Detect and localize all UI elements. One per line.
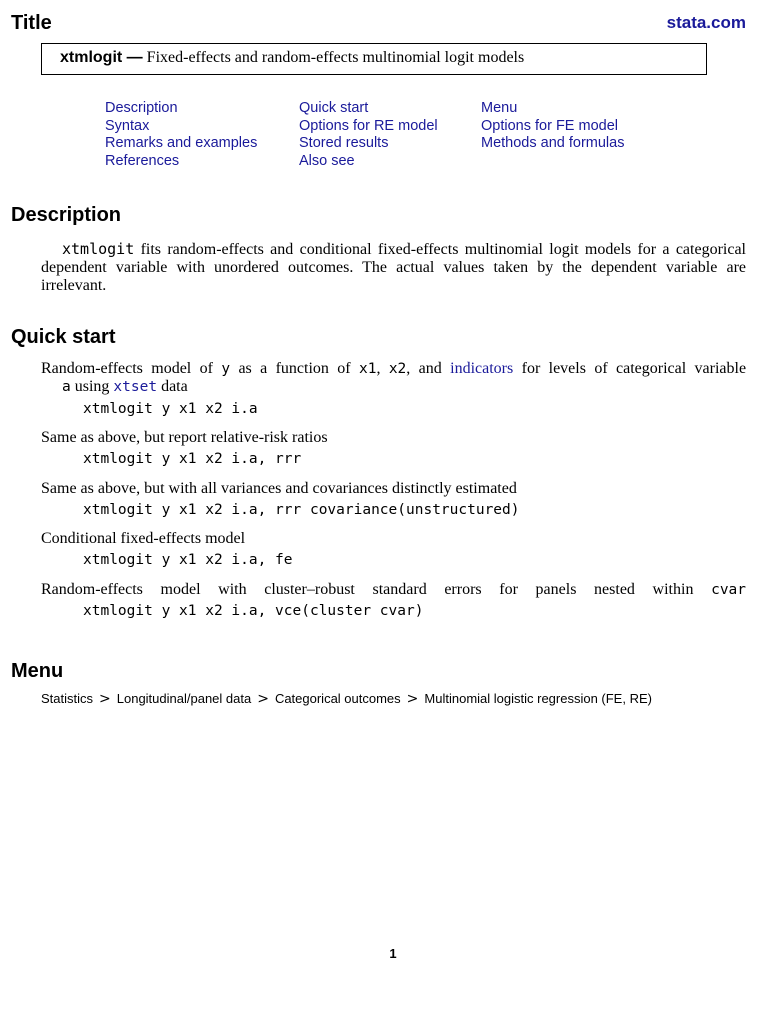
toc-link-options-fe[interactable]: Options for FE model	[481, 117, 618, 134]
menu-path-item: Multinomial logistic regression (FE, RE)	[424, 691, 652, 706]
xtset-link[interactable]: xtset	[113, 379, 158, 395]
qs-item-5-desc	[41, 581, 746, 599]
qs1-t6: using	[74, 378, 110, 395]
description-line-3: irrelevant.	[41, 277, 107, 294]
page-number: 1	[389, 946, 397, 961]
qs1-var-y: y	[221, 361, 231, 377]
stata-com-link[interactable]: stata.com	[666, 13, 746, 32]
toc-column-2	[299, 100, 438, 171]
chevron-right-icon: >	[257, 691, 269, 707]
qs-item-3-cmd: xtmlogit y x1 x2 i.a, rrr covariance(unstructured)	[83, 502, 520, 518]
description-cmd: xtmlogit	[62, 240, 135, 258]
description-heading: Description	[11, 204, 122, 226]
toc-column-3	[481, 100, 624, 153]
chevron-right-icon: >	[99, 691, 111, 707]
qs5-text: Random-effects model with cluster–robust standard errors for panels nested within	[41, 581, 694, 598]
quick-start-heading: Quick start	[11, 326, 116, 348]
qs1-t1: Random-effects model of	[41, 360, 213, 377]
qs1-t7: data	[161, 378, 188, 395]
description-paragraph	[41, 240, 746, 295]
toc-link-remarks[interactable]: Remarks and examples	[105, 135, 258, 152]
qs5-var-cvar: cvar	[711, 582, 747, 598]
toc-link-references[interactable]: References	[105, 153, 180, 170]
command-description: Fixed-effects and random-effects multinomial logit models	[146, 49, 525, 66]
command-name: xtmlogit —	[60, 49, 143, 66]
qs-item-1-desc	[41, 360, 746, 396]
menu-heading: Menu	[11, 660, 64, 682]
description-text-1: fits random-effects and conditional fixed-effects multinomial logit models for a categorical	[140, 241, 747, 258]
description-line-1	[41, 240, 746, 259]
toc-link-also-see[interactable]: Also see	[299, 153, 355, 170]
toc-column-1	[105, 100, 257, 171]
qs1-var-x2: x2	[388, 361, 407, 377]
qs-item-5-cmd: xtmlogit y x1 x2 i.a, vce(cluster cvar)	[83, 603, 424, 619]
qs1-t3: ,	[376, 360, 381, 377]
qs-item-2-cmd: xtmlogit y x1 x2 i.a, rrr	[83, 451, 302, 467]
menu-path-item: Statistics	[41, 691, 94, 706]
qs1-t4: , and	[406, 360, 442, 377]
title-box	[41, 43, 707, 75]
toc-link-methods[interactable]: Methods and formulas	[481, 135, 625, 152]
menu-path-item: Longitudinal/panel data	[116, 691, 252, 706]
toc-link-quick-start[interactable]: Quick start	[299, 100, 369, 116]
qs1-t2: as a function of	[238, 360, 351, 377]
indicators-link[interactable]: indicators	[450, 360, 514, 377]
qs1-t5: for levels of categorical variable	[521, 360, 747, 377]
toc-link-menu[interactable]: Menu	[481, 100, 518, 116]
qs-item-3-desc: Same as above, but with all variances and covariances distinctly estimated	[41, 480, 517, 497]
description-line-2: dependent variable with unordered outcomes. The actual values taken by the dependent variable are	[41, 259, 746, 276]
qs-item-1-line-2	[41, 378, 746, 396]
qs-item-1-cmd: xtmlogit y x1 x2 i.a	[83, 401, 258, 417]
qs-item-4-cmd: xtmlogit y x1 x2 i.a, fe	[83, 552, 293, 568]
menu-path	[41, 691, 652, 707]
qs-item-1-line-1	[41, 360, 746, 378]
qs-item-4-desc: Conditional fixed-effects model	[41, 530, 246, 547]
qs1-var-a: a	[62, 379, 71, 395]
toc-link-syntax[interactable]: Syntax	[105, 117, 150, 134]
qs-item-2-desc: Same as above, but report relative-risk ratios	[41, 429, 328, 446]
chevron-right-icon: >	[406, 691, 419, 707]
section-title-label: Title	[11, 12, 52, 34]
menu-path-item: Categorical outcomes	[274, 691, 401, 706]
title-line	[60, 49, 524, 67]
toc-link-description[interactable]: Description	[105, 100, 178, 116]
qs1-var-x1: x1	[358, 361, 377, 377]
toc-link-options-re[interactable]: Options for RE model	[299, 117, 438, 134]
toc-link-stored-results[interactable]: Stored results	[299, 135, 389, 152]
